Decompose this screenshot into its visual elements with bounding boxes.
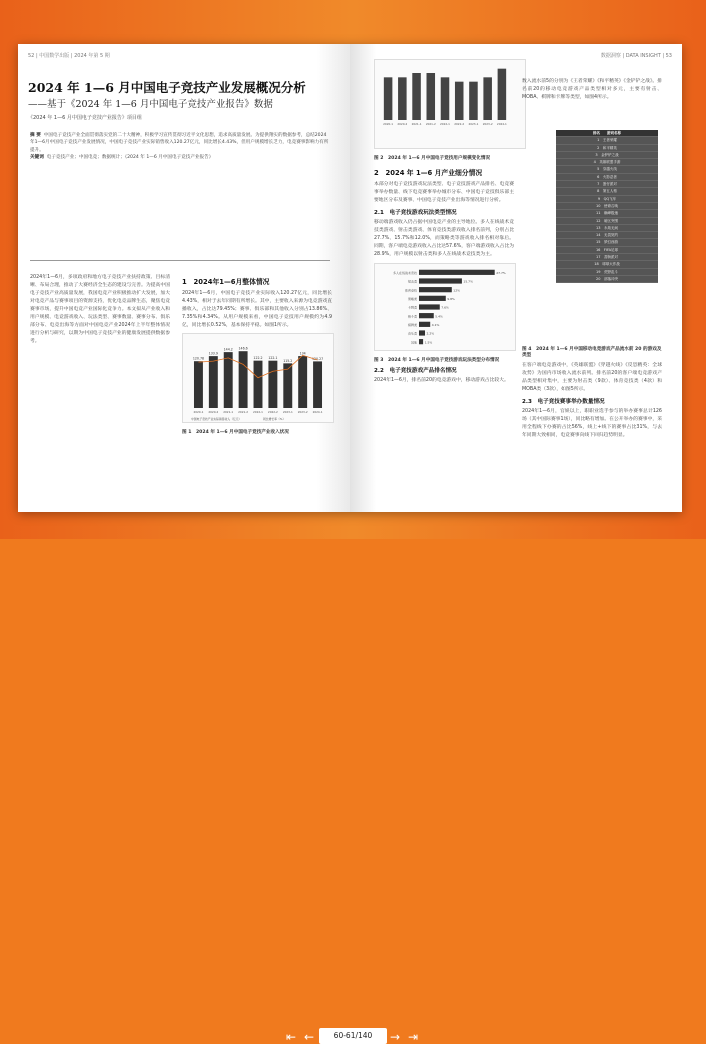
- fig3-category-label: 卡牌类: [407, 305, 417, 310]
- fig3-category-label: 其他: [410, 340, 417, 345]
- sub23-heading: 2.3 电子竞技赛事举办数量情况: [522, 399, 605, 405]
- fig1-tick-label: 2023-1: [282, 410, 293, 414]
- right-page: [350, 44, 682, 512]
- table-row: 7 蛋仔派对: [556, 181, 658, 188]
- table-row: 9 QQ飞车: [556, 196, 658, 203]
- table-row: 13 永劫无间: [556, 225, 658, 232]
- viewer-toolbar: [0, 512, 706, 1044]
- fig1-legend-entry: 中国电子竞技产业实际销售收入（亿元）: [191, 417, 242, 421]
- figure2-chart: [374, 59, 526, 149]
- fig3-value-label: 12%: [453, 288, 460, 293]
- table-row: 20 部落冲突: [556, 276, 658, 283]
- fig2-bar: [483, 77, 492, 120]
- sub22-heading: 2.2 电子竞技游戏产品排名情况: [374, 368, 457, 374]
- byline: 《2024 年 1—6 月中国电子竞技产业报告》项目组: [28, 115, 142, 121]
- article-subtitle: ——基于《2024 年 1—6 月中国电子竞技产业报告》数据: [28, 99, 273, 110]
- fig3-category-label: 策略类: [407, 297, 417, 302]
- figure3-caption: 图 3 2024 年 1—6 月中国电子竞技游戏玩法类型分布情况: [374, 358, 500, 363]
- fig1-bar: [283, 363, 292, 408]
- fig3-bar: [419, 339, 423, 344]
- fig3-bar: [419, 278, 462, 283]
- fig3-value-label: 9.8%: [447, 297, 455, 302]
- table-row: 2 和平精英: [556, 145, 658, 152]
- sub22-text: 2024年1—6月，排名前20的电竞游戏中，移动游戏占比较大。: [374, 378, 509, 383]
- fig2-bar: [498, 69, 507, 120]
- fig3-bar: [419, 287, 452, 292]
- fig3-category-label: 棋牌类: [407, 323, 417, 328]
- table-row: 5 穿越火线: [556, 166, 658, 173]
- fig1-bar-label: 144.2: [223, 347, 233, 352]
- fig1-bar-label: 133.9: [208, 351, 218, 356]
- section1-text: 2024年1—6月，中国电子竞技产业实际收入120.27亿元，同比增长4.43%，相对于去年同期有所增长。其中，主要收入来源为电竞游戏直播收入，占比达79.45%；赛事、俱乐部和其他收入分别占13.86%、7.35%和4.34%。从用户规模来看，中国电子竞技用户规模约为4.9亿，同比增长0.52%，基本保持平稳。如图1所示。: [182, 291, 332, 328]
- fig1-tick-label: 2023-2: [297, 410, 308, 414]
- fig1-bar-label: 122.2: [253, 356, 263, 361]
- fig1-tick-label: 2020-2: [208, 410, 219, 414]
- figure4-table: [556, 130, 658, 283]
- table-row: 19 荒野乱斗: [556, 269, 658, 276]
- divider: [30, 260, 330, 261]
- table-row: 6 火影忍者: [556, 174, 658, 181]
- fig1-bar-label: 134: [299, 351, 306, 356]
- fig1-legend-entry: 同比增长率（%）: [263, 417, 286, 421]
- fig3-value-label: 27.7%: [496, 271, 506, 276]
- fig1-bar: [194, 361, 203, 408]
- table-row: 1 王者荣耀: [556, 137, 658, 144]
- fig3-bar: [419, 270, 495, 275]
- table-header: 排名 游戏名称: [556, 130, 658, 137]
- figure1-chart: [182, 333, 334, 423]
- keywords-text: 电子竞技产业；中国电竞；数据统计；《2024 年 1—6 月中国电子竞技产业报告》: [46, 155, 214, 161]
- last-page-icon[interactable]: ⇥: [408, 1030, 419, 1044]
- fig2-bar: [398, 77, 407, 120]
- running-head-left: 52 | 中国数学出版 | 2024 年第 5 期: [28, 53, 110, 59]
- fig3-bar: [419, 296, 446, 301]
- table-row: 4 英雄联盟手游: [556, 159, 658, 166]
- fig3-bar: [419, 313, 434, 318]
- fig1-bar: [254, 361, 263, 408]
- table-row: 8 第五人格: [556, 188, 658, 195]
- fig2-bar: [455, 82, 464, 120]
- abstract-text: 中国电子竞技产业全面贯彻落实党的二十大精神，积极学习宣传贯彻习近平文化思想，追求高质量发展。为提供翔实的数据参考，总结2024年1—6月中国电子竞技产业发展情况，中国电子竞技产业实际销售收入120.27亿元，同比增长4.43%，但用户规模增长乏力，电竞赛事影响力有所提升。: [30, 133, 329, 153]
- fig3-value-label: 5.4%: [435, 314, 443, 319]
- sub21-text: 移动端游戏收入仍占据中国电竞产业的主导地位。多人在线战术竞技类游戏、射击类游戏、体育竞技类游戏收入排名前列，分别占比27.7%、15.7%和12.0%，而策略类等游戏收入排名相对靠后。同期，客户端电竞游戏收入占比达57.6%，客户端游戏收入占比为28.9%，用户规模以射击类和多人在线战术竞技类为主。: [374, 220, 514, 257]
- prev-page-icon[interactable]: ←: [304, 1030, 315, 1044]
- section2-heading: 2 2024 年 1—6 月产业细分情况: [374, 169, 483, 177]
- table-row: 17 香肠派对: [556, 254, 658, 261]
- table-row: 14 无畏契约: [556, 232, 658, 239]
- fig1-bar: [313, 361, 322, 408]
- figure3-chart: [374, 263, 516, 351]
- fig3-category-label: 格斗类: [407, 314, 417, 319]
- fig2-bar: [384, 77, 393, 120]
- table-row: 15 梦幻西游: [556, 239, 658, 246]
- fig3-value-label: 4.1%: [431, 323, 440, 328]
- fig1-bar: [224, 352, 233, 408]
- fig3-value-label: 2.2%: [426, 331, 435, 336]
- fig3-value-label: 1.5%: [424, 340, 433, 345]
- section2-text: 本部分对电子竞技游戏玩法类型、电子竞技游戏产品排名、电竞赛事举办数量、线下电竞赛事举办城市分布、中国电子竞技俱乐部主要地区分布及赛事、中国电子竞技产业出海等情况进行分析。: [374, 182, 514, 203]
- running-head-right: 数据洞察 | DATA INSIGHT | 53: [600, 53, 672, 59]
- table-row: 12 暗区突围: [556, 218, 658, 225]
- fig2-tick-label: 2020-2: [397, 122, 408, 126]
- fig3-bar: [419, 330, 425, 335]
- abstract-label: 摘 要: [30, 133, 41, 138]
- table-row: 10 使命召唤: [556, 203, 658, 210]
- figure1-caption: 图 1 2024 年 1—6 月中国电子竞技产业收入状况: [182, 430, 289, 435]
- fig3-category-label: 音乐类: [407, 331, 417, 336]
- fig3-bar: [419, 304, 440, 309]
- right-left-column: [374, 56, 514, 385]
- fig3-category-label: 射击类: [407, 279, 417, 284]
- fig2-bar: [441, 77, 450, 120]
- fig1-bar-label: 120.78: [192, 356, 205, 361]
- next-page-icon[interactable]: →: [390, 1030, 401, 1044]
- fig3-bar: [419, 322, 430, 327]
- section1-column: [182, 274, 332, 435]
- sub23-text: 2024年1—6月，官娱以上，职职业选手参与的举办赛事总计126场（其中国际赛事1场），同比略有增加。在公开举办的赛事中，采用全程线下办赛的占比56%，线上+线下的赛事占比31%，与去年同期大致相同，电竞赛事向线下回归趋势明显。: [522, 409, 662, 438]
- article-title: 2024 年 1—6 月中国电子竞技产业发展概况分析: [28, 80, 306, 95]
- fig2-tick-label: 2024-1: [496, 122, 507, 126]
- fig1-bar-label: 115.2: [283, 358, 293, 363]
- fig1-tick-label: 2022-1: [253, 410, 263, 414]
- table-row: 18 球球大作战: [556, 261, 658, 268]
- magazine-spread: [18, 44, 682, 512]
- fig2-tick-label: 2021-1: [411, 122, 422, 126]
- fig1-tick-label: 2020-1: [193, 410, 204, 414]
- section1-heading: 1 2024年1—6月整体情况: [182, 278, 270, 286]
- fig2-tick-label: 2021-2: [425, 122, 436, 126]
- fig3-category-label: 多人在线战术竞技: [392, 271, 417, 276]
- keywords-label: 关键词: [30, 155, 44, 161]
- fig1-bar-label: 146.6: [238, 346, 248, 351]
- fig2-tick-label: 2023-2: [482, 122, 493, 126]
- fig2-bar: [427, 73, 436, 120]
- fig1-tick-label: 2021-1: [223, 410, 234, 414]
- abstract-block: [30, 132, 330, 162]
- fig2-bar: [469, 82, 478, 120]
- fig3-value-label: 15.7%: [463, 279, 473, 284]
- page-indicator[interactable]: 60-61/140: [319, 1028, 387, 1044]
- fig1-tick-label: 2021-2: [238, 410, 249, 414]
- intro-column: 2024年1—6月，多项政府和地方电子竞技产业扶持政策、目标清晰、布局合理，推动了大赛经济全生态的建设与完善。为提高中国电子竞技产业高质量发展，我国电竞产业积极推动扩大发展，加大对电竞产品与赛事项目的资源支持，优化电竞品牌生态，聚焦电竞赛事市场，提升中国电竞产业国际化竞争力。本文拟从产业收入和用户规模、电竞游戏收入、玩法类型、赛事数量、赛事分布、俱乐部分布、电竞出海等方面对中国电竞产业2024年上半年整体情况进行分析与研究，以期为中国电子竞技产业的健康发展提供数据参考。: [30, 275, 170, 344]
- table-row: 16 FIFA足球: [556, 247, 658, 254]
- fig2-tick-label: 2020-1: [383, 122, 394, 126]
- fig1-tick-label: 2022-2: [267, 410, 278, 414]
- fig1-bar: [268, 361, 277, 408]
- right-right-column: [522, 78, 662, 102]
- col4-text2: 在客户端电竞游戏中，《英雄联盟》《穿越火线》《反恐精英：全球攻势》为国内市场收入流水前列。排名前20的客户端电竞游戏产品类型相对集中，主要为射击类（9款）、体育竞技类（4款）和MOBA类（3款），如图5所示。: [522, 363, 662, 392]
- figure4-caption: 图 4 2024 年 1—6 月中国移动电竞游戏产品流水前 20 的游戏及类型: [522, 347, 662, 358]
- left-page: [18, 44, 350, 512]
- sub21-heading: 2.1 电子竞技游戏玩法类型情况: [374, 210, 457, 216]
- fig3-category-label: 体育竞技: [404, 288, 417, 293]
- fig2-bar: [412, 73, 421, 120]
- col4-text: 数入流水前5的分别为《王者荣耀》《和平精英》《金铲铲之战》。排名前20的移动电竞游戏产品类型相对多元，主要有射击、MOBA、棋牌和卡牌等类型，如图4所示。: [522, 79, 662, 100]
- fig1-bar: [209, 356, 218, 408]
- fig1-bar-label: 120.27: [311, 356, 324, 361]
- first-page-icon[interactable]: ⇤: [286, 1030, 297, 1044]
- table-row: 3 金铲铲之战: [556, 152, 658, 159]
- fig2-tick-label: 2022-2: [454, 122, 465, 126]
- fig1-bar: [298, 356, 307, 408]
- fig1-bar: [239, 351, 248, 408]
- fig2-tick-label: 2022-1: [440, 122, 450, 126]
- table-row: 11 巅峰极速: [556, 210, 658, 217]
- fig2-tick-label: 2023-1: [468, 122, 479, 126]
- fig1-tick-label: 2024-1: [312, 410, 323, 414]
- figure2-caption: 图 2 2024 年 1—6 月中国电子竞技用户规模变化情况: [374, 156, 491, 161]
- fig1-bar-label: 122.1: [268, 356, 278, 361]
- right-lower-column: [522, 344, 662, 440]
- fig3-value-label: 7.6%: [441, 305, 449, 310]
